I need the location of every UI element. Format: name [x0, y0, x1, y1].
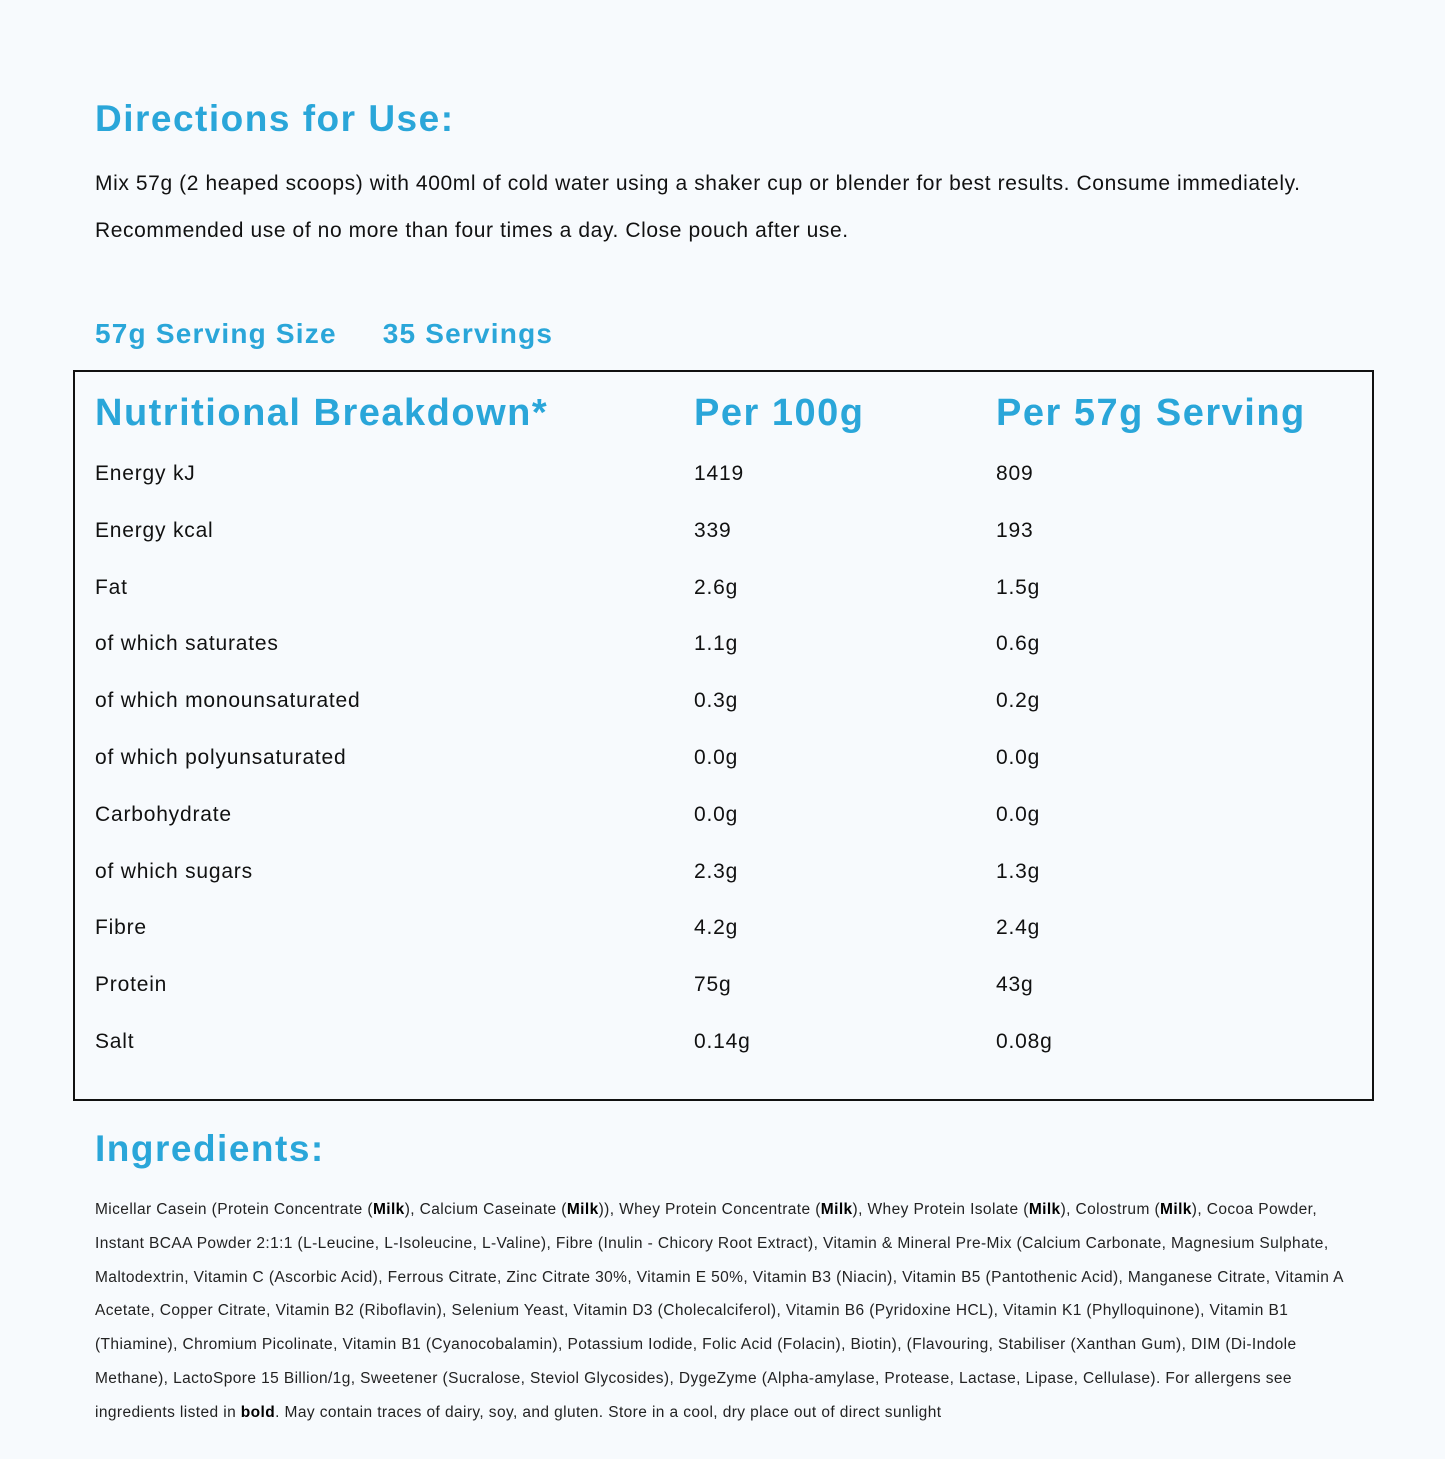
table-row — [75, 689, 1372, 746]
per-100g-value: 0.0g — [694, 802, 739, 826]
per-100g-value: 4.2g — [694, 916, 739, 940]
nutrient-name: Carbohydrate — [95, 802, 232, 826]
nutrition-header-name: Nutritional Breakdown* — [95, 392, 549, 434]
ingredients-title: Ingredients: — [95, 1128, 325, 1169]
allergen-highlight: bold — [240, 1403, 276, 1421]
nutrition-header-per-100g: Per 100g — [694, 392, 865, 434]
table-row — [75, 576, 1372, 633]
table-row — [75, 462, 1372, 519]
per-serving-value: 43g — [996, 973, 1034, 997]
table-row — [75, 803, 1372, 860]
nutrient-name: of which saturates — [95, 632, 279, 656]
table-row — [75, 916, 1372, 973]
per-serving-value: 193 — [996, 518, 1034, 542]
allergen-highlight: Milk — [566, 1201, 599, 1218]
allergen-highlight: Milk — [1160, 1201, 1192, 1218]
table-row — [75, 860, 1372, 917]
per-serving-value: 1.5g — [996, 575, 1041, 599]
nutrient-name: of which sugars — [95, 859, 253, 883]
per-serving-value: 809 — [996, 462, 1034, 485]
ingredients-segment: Micellar Casein (Protein Concentrate ( — [95, 1201, 373, 1218]
per-serving-value: 0.0g — [996, 802, 1041, 826]
table-row — [75, 746, 1372, 803]
nutrient-name: Energy kcal — [95, 518, 214, 542]
ingredients-text — [95, 1193, 1357, 1430]
per-100g-value: 2.6g — [694, 575, 739, 599]
nutrient-name: Salt — [95, 1030, 135, 1053]
nutrition-header-per-serving: Per 57g Serving — [996, 392, 1306, 434]
serving-info — [95, 318, 553, 350]
per-serving-value: 1.3g — [996, 859, 1041, 883]
per-100g-value: 2.3g — [694, 859, 739, 883]
ingredients-segment: ), Calcium Caseinate ( — [404, 1201, 567, 1218]
per-100g-value: 339 — [694, 518, 732, 542]
ingredients-segment: ), Cocoa Powder, Instant BCAA Powder 2:1:1 (L-Leucine, L-Isoleucine, L-Valine), Fibre (Inulin - Chicory Root Extract), Vitamin & Mineral Pre-Mix (Calcium Carbonate, Magnesium Sulphate, Maltodextrin, Vitamin C (Ascorbic Acid), Ferrous Citrate, Zinc Citrate 30%, Vitamin E 50%, Vitamin B3 (Niacin), Vitamin B5 (Pantothenic Acid), Manganese Citrate, Vitamin A Acetate, Copper Citrate, Vitamin B2 (Riboflavin), Selenium Yeast, Vitamin D3 (Cholecalciferol), Vitamin B6 (Pyridoxine HCL), Vitamin K1 (Phylloquinone), Vitamin B1 (Thiamine), Chromium Picolinate, Vitamin B1 (Cyanocobalamin), Potassium Iodide, Folic Acid (Folacin), Biotin), (Flavouring, Stabiliser (Xanthan Gum), DIM (Di-Indole Methane), LactoSpore 15 Billion/1g, Sweetener (Sucralose, Steviol Glycosides), DygeZyme (Alpha-amylase, Protease, Lactase, Lipase, Cellulase). For allergens see ingredients listed in — [95, 1201, 1344, 1421]
per-serving-value: 0.2g — [996, 689, 1041, 713]
table-row — [75, 1030, 1372, 1087]
allergen-highlight: Milk — [820, 1201, 853, 1218]
serving-size: 57g Serving Size — [95, 318, 337, 349]
nutrient-name: Energy kJ — [95, 462, 196, 485]
per-serving-value: 0.08g — [996, 1030, 1053, 1053]
per-100g-value: 0.14g — [694, 1030, 751, 1053]
servings-count: 35 Servings — [382, 318, 554, 349]
directions-title: Directions for Use: — [95, 98, 455, 139]
ingredients-segment: . May contain traces of dairy, soy, and gluten. Store in a cool, dry place out of direct sunlight — [275, 1403, 942, 1421]
per-100g-value: 1419 — [694, 462, 744, 485]
nutrient-name: Fibre — [95, 916, 147, 940]
per-100g-value: 0.0g — [694, 746, 739, 769]
per-serving-value: 0.6g — [996, 632, 1041, 656]
table-row — [75, 519, 1372, 576]
ingredients-segment: ), Whey Protein Isolate ( — [852, 1201, 1029, 1218]
per-100g-value: 0.3g — [694, 689, 739, 713]
per-serving-value: 0.0g — [996, 746, 1041, 769]
allergen-highlight: Milk — [1028, 1201, 1061, 1218]
nutrition-table — [73, 370, 1374, 1101]
directions-text: Mix 57g (2 heaped scoops) with 400ml of cold water using a shaker cup or blender for best results. Consume immediately. Recommended use of no more than four times a day. Close pouch after use. — [95, 172, 1301, 242]
nutrient-name: Protein — [95, 973, 168, 997]
per-100g-value: 1.1g — [694, 632, 739, 656]
table-row — [75, 632, 1372, 689]
table-row — [75, 973, 1372, 1030]
per-100g-value: 75g — [694, 973, 732, 997]
ingredients-segment: ), Colostrum ( — [1060, 1201, 1161, 1218]
nutrient-name: Fat — [95, 575, 128, 599]
nutrient-name: of which monounsaturated — [95, 689, 361, 713]
per-serving-value: 2.4g — [996, 916, 1041, 940]
ingredients-segment: )), Whey Protein Concentrate ( — [598, 1201, 821, 1218]
nutrient-name: of which polyunsaturated — [95, 746, 347, 769]
allergen-highlight: Milk — [372, 1201, 405, 1218]
